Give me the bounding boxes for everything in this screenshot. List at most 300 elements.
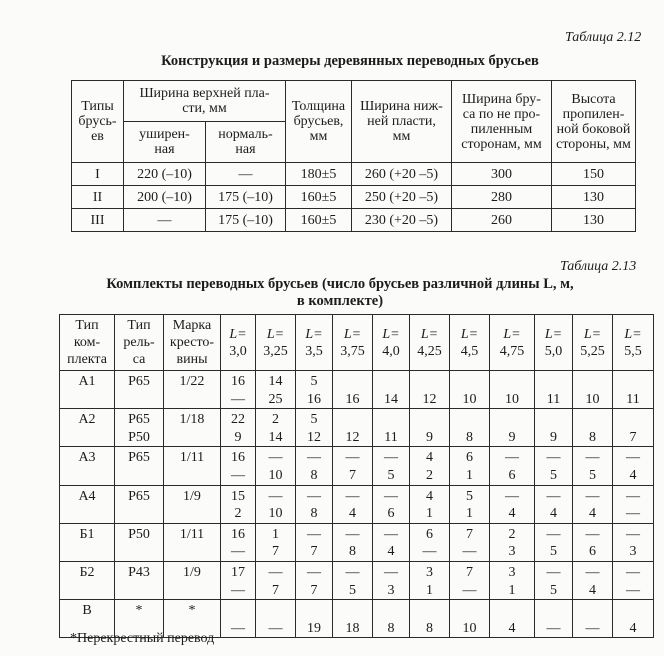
table-213-title (70, 276, 610, 310)
header-length (256, 315, 296, 371)
count-cell (613, 485, 654, 523)
cell-value (60, 467, 114, 485)
header-normal (206, 122, 286, 163)
cell-value: 1/11 (179, 450, 205, 466)
cell-value: — (231, 467, 245, 483)
cell-value: — (626, 450, 640, 466)
header-length (410, 315, 450, 371)
cell-value: 6 (426, 526, 433, 542)
header-unsawn-width-line: пиленным (470, 121, 533, 137)
cell-value: — (422, 544, 437, 560)
cell-value: 3 (508, 544, 516, 560)
cell-value (60, 429, 114, 447)
count-cell (373, 561, 410, 599)
cell-value: 4 (589, 506, 596, 522)
cell-value: 4 (426, 450, 433, 466)
table-row (60, 409, 654, 447)
count-cell (221, 447, 256, 485)
cell-value: 22 (231, 412, 245, 428)
table-cell: 180±5 (286, 163, 352, 186)
cell-value: 14 (268, 374, 283, 389)
cell-value (573, 411, 612, 429)
cell-value: 1/11 (179, 526, 205, 542)
length-value: 3,0 (229, 343, 247, 359)
count-cell (296, 447, 333, 485)
set-type-cell (60, 561, 115, 599)
cell-value (573, 373, 612, 391)
cell-value: А3 (78, 450, 96, 466)
cell-value (410, 411, 449, 429)
cell-value: 17 (231, 564, 245, 580)
cell-value: 6 (589, 544, 596, 560)
count-cell (333, 409, 373, 447)
header-length (573, 315, 613, 371)
cell-value: — (268, 488, 283, 504)
count-cell (373, 447, 410, 485)
cell-value: 2 (426, 467, 433, 483)
table-cell: 175 (–10) (206, 186, 286, 209)
cell-value (410, 373, 449, 391)
cell-value: Б2 (79, 564, 95, 580)
header-sawn-height-line: пропилен- (562, 106, 625, 122)
count-cell (613, 447, 654, 485)
set-type-cell (60, 409, 115, 447)
length-value: 3,25 (263, 343, 288, 359)
cell-value: 1/22 (179, 374, 205, 389)
cell-value (535, 602, 572, 620)
count-cell (221, 409, 256, 447)
cell-value (490, 373, 534, 391)
count-cell (490, 561, 535, 599)
count-cell (221, 561, 256, 599)
length-value: 4,75 (499, 343, 525, 359)
cell-value: — (546, 450, 561, 466)
count-cell (490, 371, 535, 409)
cell-value: А4 (78, 488, 96, 504)
cell-value: 5 (466, 488, 473, 504)
header-top-width-line: Ширина верхней пла- (139, 86, 270, 101)
count-cell (256, 561, 296, 599)
cell-value (450, 373, 489, 391)
cell-value: 5 (310, 412, 318, 428)
count-cell (490, 523, 535, 561)
cell-value: — (384, 488, 398, 504)
table-cell: 160±5 (286, 186, 352, 209)
cell-value (60, 543, 114, 561)
cell-value (296, 602, 332, 620)
header-frog-mark-line: вины (176, 352, 208, 367)
set-type-cell (60, 447, 115, 485)
length-symbol: L= (229, 326, 247, 342)
count-cell (535, 561, 573, 599)
table-row (72, 163, 636, 186)
rail-type-cell (115, 561, 164, 599)
cell-value: 16 (231, 374, 245, 389)
count-cell (373, 371, 410, 409)
count-cell (535, 485, 573, 523)
count-cell (256, 600, 296, 638)
cell-value: 8 (426, 620, 433, 636)
cell-value: * (135, 603, 143, 619)
cell-value (221, 602, 255, 620)
cell-value: 10 (462, 391, 477, 407)
cell-value (373, 373, 409, 391)
cell-value: — (384, 450, 398, 466)
cell-value: 8 (310, 506, 318, 522)
cell-value: — (307, 526, 321, 542)
count-cell (410, 523, 450, 561)
cell-value (450, 411, 489, 429)
cell-value: 10 (585, 391, 600, 407)
count-cell (373, 409, 410, 447)
cell-value (333, 373, 372, 391)
header-rail-type-line: Тип (127, 318, 151, 333)
cell-value: — (626, 582, 640, 598)
length-value: 4,25 (417, 343, 442, 359)
count-cell (410, 485, 450, 523)
header-set-type-line: ком- (73, 335, 101, 350)
footnote: *Перекрестный перевод (70, 631, 215, 646)
cell-value: — (546, 488, 561, 504)
cell-value: 7 (310, 582, 318, 598)
cell-value (164, 543, 220, 561)
cell-value: 18 (345, 620, 360, 636)
table-row (60, 371, 654, 409)
count-cell (333, 371, 373, 409)
cell-value (60, 505, 114, 523)
count-cell (410, 600, 450, 638)
table-cell: 130 (552, 209, 636, 232)
cell-value: — (345, 488, 360, 504)
length-value: 5,0 (544, 343, 563, 359)
cell-value: 5 (589, 467, 596, 483)
count-cell (573, 561, 613, 599)
cell-value (490, 602, 534, 620)
header-bottom-width-line: мм (392, 129, 411, 144)
cell-value: — (307, 488, 321, 504)
cell-value: — (268, 620, 283, 636)
cell-value: — (268, 564, 283, 580)
cell-value: 8 (349, 544, 356, 560)
table-row (60, 523, 654, 561)
cell-value: — (546, 620, 561, 636)
cell-value (573, 602, 612, 620)
cell-value: 9 (234, 429, 242, 445)
cell-value (373, 602, 409, 620)
count-cell (573, 485, 613, 523)
cell-value: — (546, 564, 561, 580)
header-length (535, 315, 573, 371)
length-symbol: L= (544, 326, 563, 342)
table-213-title-line-2: в комплекте) (296, 293, 384, 309)
count-cell (256, 371, 296, 409)
cell-value: — (384, 526, 398, 542)
length-symbol: L= (343, 326, 362, 342)
cell-value: 3 (629, 544, 637, 560)
cell-value: — (505, 488, 519, 504)
header-sawn-height (552, 81, 636, 163)
header-length (333, 315, 373, 371)
cell-value: 3 (508, 564, 516, 580)
cell-value: Р43 (128, 564, 150, 580)
frog-mark-cell (164, 409, 221, 447)
count-cell (450, 447, 490, 485)
table-213-number: Таблица 2.13 (560, 259, 637, 274)
count-cell (410, 561, 450, 599)
cell-value: — (626, 526, 640, 542)
rail-type-cell (115, 485, 164, 523)
cell-value: — (626, 564, 640, 580)
count-cell (221, 485, 256, 523)
count-cell (410, 371, 450, 409)
cell-value: 6 (466, 450, 473, 466)
rail-type-cell (115, 371, 164, 409)
cell-value (60, 391, 114, 409)
header-widened-line: ная (154, 142, 175, 157)
header-set-type-line: плекта (67, 352, 107, 367)
count-cell (450, 561, 490, 599)
set-type-cell (60, 523, 115, 561)
cell-value: — (231, 544, 245, 560)
cell-value: 25 (268, 391, 283, 407)
cell-value: 16 (345, 391, 360, 407)
cell-value: — (462, 582, 477, 598)
cell-value: 9 (508, 429, 516, 445)
cell-value: — (384, 564, 398, 580)
cell-value: — (462, 544, 477, 560)
length-symbol: L= (503, 326, 521, 342)
cell-value (535, 373, 572, 391)
table-cell: — (124, 209, 206, 232)
cell-value: 15 (231, 488, 245, 504)
header-normal-line: ная (235, 142, 256, 157)
cell-value (535, 411, 572, 429)
header-rail-type (115, 315, 164, 371)
count-cell (373, 600, 410, 638)
count-cell (296, 485, 333, 523)
table-cell: 280 (452, 186, 552, 209)
length-value: 5,5 (624, 343, 642, 359)
count-cell (296, 600, 333, 638)
cell-value (333, 411, 372, 429)
cell-value: 12 (345, 429, 360, 445)
cell-value: — (307, 450, 321, 466)
header-length (221, 315, 256, 371)
cell-value: Р65 (128, 412, 150, 428)
cell-value: 3 (426, 564, 433, 580)
header-frog-mark (164, 315, 221, 371)
cell-value: 11 (626, 391, 640, 407)
count-cell (296, 561, 333, 599)
cell-value: 1 (272, 526, 279, 542)
table-row (60, 561, 654, 599)
cell-value: 2 (272, 412, 279, 428)
cell-value: 5 (550, 544, 557, 560)
count-cell (296, 523, 333, 561)
header-top-width-line: сти, мм (182, 101, 227, 116)
count-cell (333, 523, 373, 561)
header-length (373, 315, 410, 371)
cell-value: А1 (78, 374, 96, 389)
length-symbol: L= (583, 326, 602, 342)
count-cell (450, 371, 490, 409)
cell-value: Р65 (128, 488, 150, 504)
table-row (60, 485, 654, 523)
header-sawn-height-line: стороны, мм (556, 136, 631, 152)
table-cell: 300 (452, 163, 552, 186)
cell-value: 16 (231, 450, 245, 466)
count-cell (613, 561, 654, 599)
count-cell (333, 561, 373, 599)
cell-value: — (585, 620, 600, 636)
cell-value (333, 602, 372, 620)
header-thickness-line: мм (309, 129, 328, 144)
cell-value (410, 602, 449, 620)
count-cell (221, 371, 256, 409)
cell-value: Р50 (128, 429, 150, 445)
cell-value (613, 411, 653, 429)
count-cell (573, 523, 613, 561)
header-widened (124, 122, 206, 163)
cell-value (613, 602, 653, 620)
cell-value: — (585, 564, 600, 580)
length-value: 5,25 (580, 343, 605, 359)
set-type-cell (60, 371, 115, 409)
table-213 (59, 314, 654, 638)
cell-value: 4 (349, 506, 356, 522)
table-cell: 130 (552, 186, 636, 209)
count-cell (535, 447, 573, 485)
table-212-number: Таблица 2.12 (565, 30, 642, 45)
header-top-width (124, 81, 286, 122)
header-frog-mark-line: кресто- (169, 335, 215, 350)
table-cell: 175 (–10) (206, 209, 286, 232)
cell-value: 16 (307, 391, 321, 407)
header-thickness-line: брусьев, (293, 114, 344, 129)
count-cell (450, 409, 490, 447)
cell-value: 1 (466, 467, 473, 483)
cell-value: Р65 (128, 374, 150, 389)
cell-value: 1 (466, 506, 473, 522)
cell-value (115, 467, 163, 485)
cell-value (164, 582, 220, 600)
cell-value: Б1 (79, 526, 95, 542)
length-symbol: L= (266, 326, 285, 342)
cell-value: — (505, 450, 519, 466)
count-cell (573, 409, 613, 447)
cell-value: 10 (505, 391, 519, 407)
cell-value: 12 (307, 429, 321, 445)
cell-value: 4 (508, 620, 516, 636)
cell-value: 4 (589, 582, 596, 598)
cell-value: 1/9 (183, 488, 201, 504)
cell-value: — (585, 450, 600, 466)
count-cell (613, 409, 654, 447)
table-cell: 260 (+20 –5) (352, 163, 452, 186)
table-row (72, 186, 636, 209)
table-cell: 260 (452, 209, 552, 232)
count-cell (490, 447, 535, 485)
length-symbol: L= (460, 326, 479, 342)
cell-value: * (188, 603, 196, 619)
cell-value: 7 (629, 429, 637, 445)
length-symbol: L= (305, 326, 323, 342)
cell-value: — (345, 564, 360, 580)
count-cell (535, 523, 573, 561)
cell-value (115, 582, 163, 600)
cell-value: 7 (272, 582, 279, 598)
table-cell: 150 (552, 163, 636, 186)
header-types-line: Типы (81, 99, 114, 114)
cell-value: 16 (231, 526, 245, 542)
cell-value: 5 (550, 467, 557, 483)
table-cell: III (72, 209, 124, 232)
rail-type-cell (115, 447, 164, 485)
cell-value: 8 (466, 429, 473, 445)
header-types-line: ев (91, 129, 104, 144)
header-bottom-width-line: Ширина ниж- (360, 99, 443, 114)
header-thickness-line: Толщина (291, 99, 346, 114)
table-cell: I (72, 163, 124, 186)
cell-value: 9 (426, 429, 433, 445)
cell-value: 1 (508, 582, 516, 598)
cell-value (115, 543, 163, 561)
header-sawn-height-line: Высота (571, 91, 616, 107)
cell-value: — (268, 450, 283, 466)
count-cell (256, 447, 296, 485)
count-cell (333, 600, 373, 638)
cell-value: — (345, 450, 360, 466)
count-cell (410, 447, 450, 485)
table-cell: 230 (+20 –5) (352, 209, 452, 232)
count-cell (333, 447, 373, 485)
count-cell (535, 409, 573, 447)
count-cell (490, 409, 535, 447)
cell-value: — (546, 526, 561, 542)
count-cell (296, 409, 333, 447)
cell-value: 11 (384, 429, 398, 445)
cell-value: — (307, 564, 321, 580)
cell-value: 6 (508, 467, 516, 483)
header-widened-line: уширен- (139, 127, 190, 142)
cell-value (164, 391, 220, 409)
cell-value: 1 (426, 582, 433, 598)
table-213-title-line-1: Комплекты переводных брусьев (число брусьев различной длины L, м, (106, 276, 574, 292)
cell-value: 8 (589, 429, 596, 445)
cell-value (164, 505, 220, 523)
count-cell (450, 523, 490, 561)
frog-mark-cell (164, 447, 221, 485)
table-row (72, 209, 636, 232)
header-frog-mark-line: Марка (172, 318, 212, 333)
header-sawn-height-line: ной боковой (556, 121, 631, 137)
frog-mark-cell (164, 561, 221, 599)
count-cell (573, 447, 613, 485)
length-symbol: L= (420, 326, 439, 342)
count-cell (256, 485, 296, 523)
cell-value: 8 (310, 467, 318, 483)
cell-value: 5 (310, 374, 318, 389)
cell-value: 10 (268, 506, 283, 522)
cell-value: — (345, 526, 360, 542)
header-unsawn-width-line: Ширина бру- (462, 91, 541, 107)
count-cell (450, 600, 490, 638)
header-types-line: брусь- (78, 114, 117, 129)
frog-mark-cell (164, 371, 221, 409)
count-cell (613, 371, 654, 409)
cell-value: 7 (349, 467, 356, 483)
header-types (72, 81, 124, 163)
